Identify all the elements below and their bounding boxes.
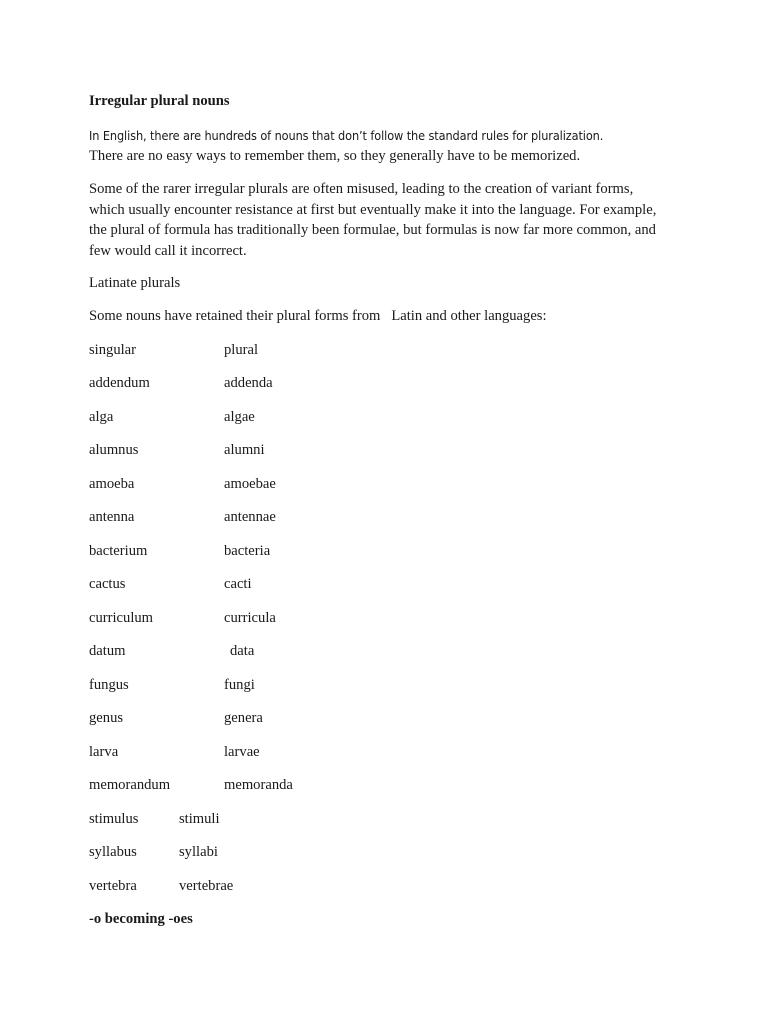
misuse-paragraph-line: Some of the rarer irregular plurals are often misused, leading to the creation of variant forms, xyxy=(89,181,634,197)
singular-cell: stimulus xyxy=(89,811,139,827)
intro-paragraph xyxy=(89,125,689,167)
plural-cell: genera xyxy=(224,710,263,726)
singular-cell: alumnus xyxy=(89,442,139,458)
singular-cell: datum xyxy=(89,643,126,659)
singular-cell: addendum xyxy=(89,375,150,391)
singular-cell: amoeba xyxy=(89,476,135,492)
singular-cell: fungus xyxy=(89,677,129,693)
plural-cell: antennae xyxy=(224,509,276,525)
plural-cell: memoranda xyxy=(224,777,293,793)
table-intro: Some nouns have retained their plural forms from Latin and other languages: xyxy=(89,308,547,324)
plural-cell: cacti xyxy=(224,576,252,592)
singular-cell: alga xyxy=(89,409,114,425)
column-header-singular: singular xyxy=(89,342,137,358)
plural-cell: bacteria xyxy=(224,543,271,559)
misuse-paragraph xyxy=(89,179,689,262)
section-heading: Latinate plurals xyxy=(89,275,181,291)
singular-cell: curriculum xyxy=(89,610,154,626)
misuse-paragraph-line: which usually encounter resistance at first but eventually make it into the language. For example, xyxy=(89,201,657,218)
plural-cell: curricula xyxy=(224,610,276,626)
plural-cell: larvae xyxy=(224,744,260,760)
document-title: Irregular plural nouns xyxy=(89,93,230,109)
plural-cell: fungi xyxy=(224,677,255,693)
plural-cell: vertebrae xyxy=(179,878,234,894)
plural-cell: addenda xyxy=(224,375,273,391)
singular-cell: genus xyxy=(89,710,124,726)
misuse-paragraph-line: the plural of formula has traditionally been formulae, but formulas is now far more common, and xyxy=(89,222,656,239)
plural-cell: alumni xyxy=(224,442,265,458)
singular-cell: larva xyxy=(89,744,119,760)
singular-cell: antenna xyxy=(89,509,135,525)
singular-cell: syllabus xyxy=(89,844,137,860)
singular-cell: memorandum xyxy=(89,777,171,793)
intro-paragraph-line: In English, there are hundreds of nouns that don’t follow the standard rules for pluralization. xyxy=(89,128,604,143)
column-header-plural: plural xyxy=(224,342,259,358)
misuse-paragraph-line: few would call it incorrect. xyxy=(89,243,247,260)
plural-cell: algae xyxy=(224,409,255,425)
singular-cell: bacterium xyxy=(89,543,148,559)
plural-cell: stimuli xyxy=(179,811,220,827)
plural-cell: amoebae xyxy=(224,476,276,492)
subheading: -o becoming -oes xyxy=(89,911,193,927)
singular-cell: vertebra xyxy=(89,878,137,894)
plural-cell: data xyxy=(230,643,255,659)
singular-cell: cactus xyxy=(89,576,126,592)
plural-cell: syllabi xyxy=(179,844,218,860)
intro-paragraph-line: There are no easy ways to remember them, so they generally have to be memorized. xyxy=(89,148,581,164)
